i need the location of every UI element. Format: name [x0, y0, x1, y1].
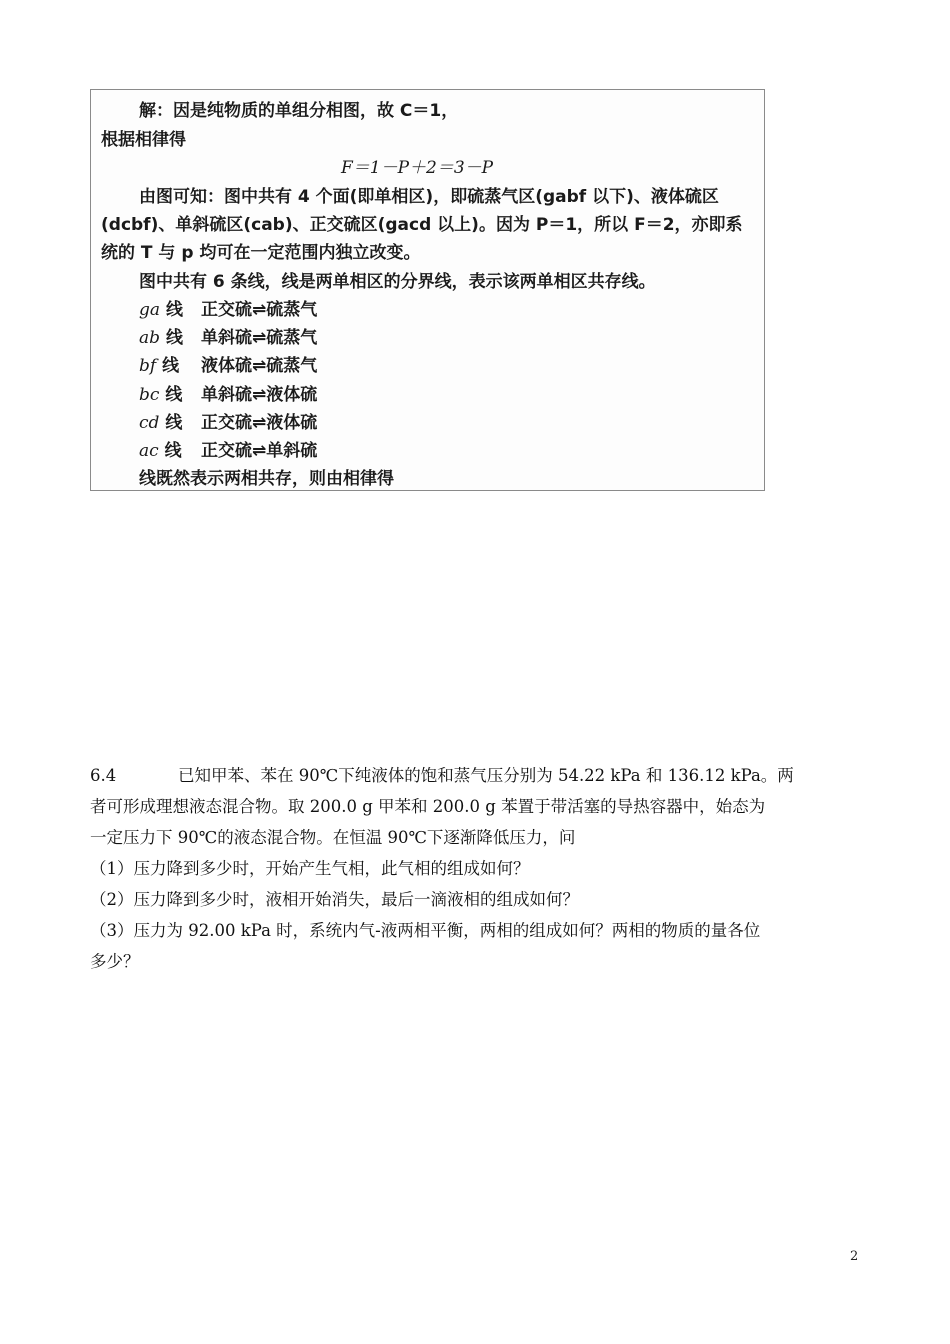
question-3: （3）压力为 92.00 kPa 时，系统内气-液两相平衡，两相的组成如何？两相的物质的量各位 — [90, 921, 761, 940]
solution-label: 解 — [139, 101, 156, 121]
problem-number: 6.4 — [90, 766, 117, 785]
equilibrium-text: 正交硫⇌液体硫 — [201, 413, 318, 433]
line-name: ac — [139, 441, 159, 461]
line-suffix: 线 — [165, 385, 183, 405]
line-suffix: 线 — [164, 441, 182, 461]
solution-line-4: 由图可知：图中共有 4 个面(即单相区)，即硫蒸气区(gabf 以下)、液体硫区 — [139, 187, 719, 207]
equilibrium-row — [139, 323, 317, 348]
equilibrium-row — [139, 351, 317, 376]
equilibrium-text: 正交硫⇌单斜硫 — [201, 441, 318, 461]
problem-line-3: 一定压力下 90℃的液态混合物。在恒温 90℃下逐渐降低压力，问 — [90, 828, 576, 847]
equilibrium-row — [139, 436, 317, 461]
equilibrium-text: 单斜硫⇌硫蒸气 — [201, 328, 318, 348]
solution-line-6: 统的 T 与 p 均可在一定范围内独立改变。 — [101, 243, 421, 263]
line-name: ga — [139, 300, 161, 320]
line-name: bc — [139, 385, 160, 405]
solution-line-1-text: ：因是纯物质的单组分相图，故 C＝1， — [156, 101, 459, 121]
solution-line-2: 根据相律得 — [101, 130, 186, 150]
problem-line-2: 者可形成理想液态混合物。取 200.0 g 甲苯和 200.0 g 苯置于带活塞的导热容器中，始态为 — [90, 797, 766, 816]
equilibrium-text: 液体硫⇌硫蒸气 — [201, 356, 318, 376]
question-2: （2）压力降到多少时，液相开始消失，最后一滴液相的组成如何？ — [90, 890, 579, 909]
line-suffix: 线 — [162, 356, 180, 376]
line-suffix: 线 — [165, 300, 183, 320]
problem-text-1: 已知甲苯、苯在 90℃下纯液体的饱和蒸气压分别为 54.22 kPa 和 136.12 kPa。两 — [178, 766, 794, 785]
page-number: 2 — [850, 1249, 859, 1264]
line-suffix: 线 — [165, 328, 183, 348]
problem-line-1 — [90, 760, 862, 791]
solution-line-5: (dcbf)、单斜硫区(cab)、正交硫区(gacd 以上)。因为 P＝1，所以 F＝2，亦即系 — [101, 215, 743, 235]
solution-line-1 — [139, 96, 458, 121]
problem-6-4 — [90, 760, 862, 977]
solution-scan-box — [90, 89, 765, 491]
equilibrium-row — [139, 408, 317, 433]
equilibrium-text: 正交硫⇌硫蒸气 — [201, 300, 318, 320]
line-name: bf — [139, 356, 157, 376]
equilibrium-row — [139, 380, 317, 405]
equilibrium-row — [139, 295, 317, 320]
line-name: ab — [139, 328, 161, 348]
question-1: （1）压力降到多少时，开始产生气相，此气相的组成如何？ — [90, 859, 530, 878]
equilibrium-text: 单斜硫⇌液体硫 — [201, 385, 318, 405]
line-name: cd — [139, 413, 160, 433]
solution-line-7: 图中共有 6 条线，线是两单相区的分界线，表示该两单相区共存线。 — [139, 272, 656, 292]
solution-last-line: 线既然表示两相共存，则由相律得 — [139, 469, 394, 489]
phase-rule-formula: F＝1－P＋2＝3－P — [341, 158, 494, 178]
question-3-continued: 多少？ — [90, 952, 140, 971]
line-suffix: 线 — [165, 413, 183, 433]
